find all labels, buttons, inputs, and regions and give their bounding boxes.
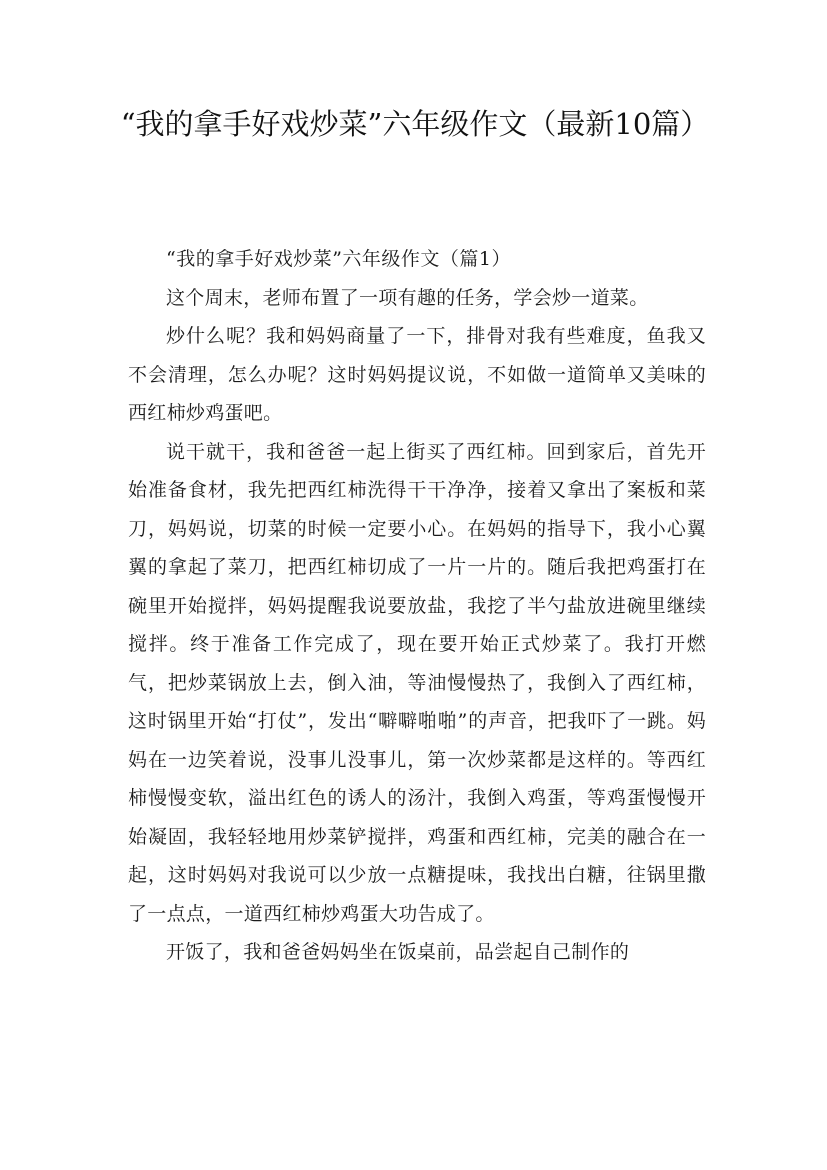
section-title: “我的拿手好戏炒菜”六年级作文（篇1） xyxy=(166,248,512,270)
paragraph: 说干就干，我和爸爸一起上街买了西红柿。回到家后，首先开始准备食材，我先把西红柿洗得干干净净，接着又拿出了案板和菜刀，妈妈说，切菜的时候一定要小心。在妈妈的指导下，我小心翼翼的拿起了菜刀，把西红柿切成了一片一片的。随后我把鸡蛋打在碗里开始搅拌，妈妈提醒我说要放盐，我挖了半勺盐放进碗里继续搅拌。终于准备工作完成了，现在要开始正式炒菜了。我打开燃气，把炒菜锅放上去，倒入油，等油慢慢热了，我倒入了西红柿，这时锅里开始“打仗”，发出“噼噼啪啪”的声音，把我吓了一跳。妈妈在一边笑着说，没事儿没事儿，第一次炒菜都是这样的。等西红柿慢慢变软，溢出红色的诱人的汤汁，我倒入鸡蛋，等鸡蛋慢慢开始凝固，我轻轻地用炒菜铲搅拌，鸡蛋和西红柿，完美的融合在一起，这时妈妈对我说可以少放一点糖提味，我找出白糖，往锅里撒了一点点，一道西红柿炒鸡蛋大功告成了。 xyxy=(128,440,706,925)
document-body xyxy=(128,240,706,972)
paragraph: 这个周末，老师布置了一项有趣的任务，学会炒一道菜。 xyxy=(166,286,649,309)
document-title: “我的拿手好戏炒菜”六年级作文（最新10篇） xyxy=(120,107,710,141)
paragraph: 开饭了，我和爸爸妈妈坐在饭桌前，品尝起自己制作的 xyxy=(166,941,630,963)
paragraph: 炒什么呢？我和妈妈商量了一下，排骨对我有些难度，鱼我又不会清理，怎么办呢？这时妈妈提议说，不如做一道简单又美味的西红柿炒鸡蛋吧。 xyxy=(128,325,706,424)
